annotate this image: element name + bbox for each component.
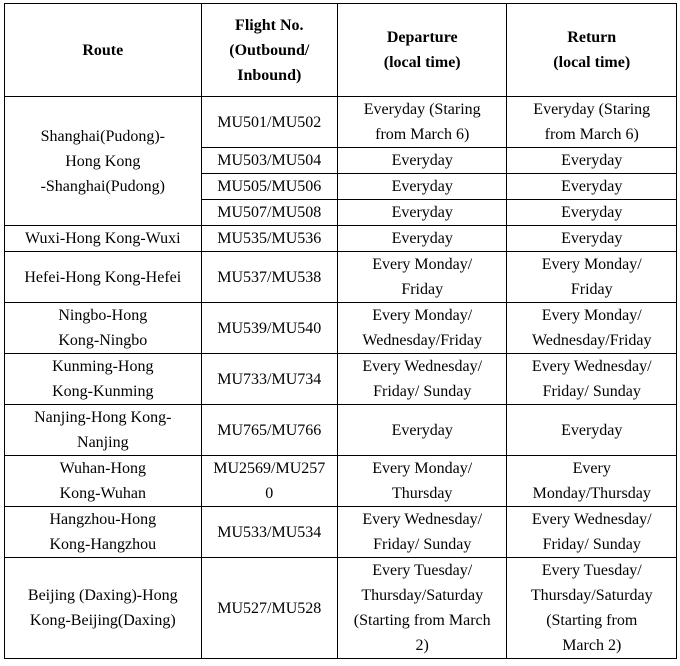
departure-cell: Every Monday/ Friday (337, 252, 507, 303)
route-cell: Nanjing-Hong Kong- Nanjing (5, 405, 202, 456)
departure-cell: Everyday (337, 200, 507, 226)
return-cell: Everyday (Staring from March 6) (507, 97, 677, 148)
route-cell: Hefei-Hong Kong-Hefei (5, 252, 202, 303)
return-cell: Every Tuesday/ Thursday/Saturday (Starting from March 2) (507, 558, 677, 659)
flight-no-header: Flight No. (Outbound/ Inbound) (201, 4, 337, 97)
flight-cell: MU533/MU534 (201, 507, 337, 558)
flight-schedule-table (4, 3, 677, 659)
table-row (5, 252, 677, 303)
departure-cell: Everyday (Staring from March 6) (337, 97, 507, 148)
return-header: Return (local time) (507, 4, 677, 97)
flight-cell: MU765/MU766 (201, 405, 337, 456)
route-cell: Wuhan-Hong Kong-Wuhan (5, 456, 202, 507)
table-row (5, 303, 677, 354)
flight-cell: MU507/MU508 (201, 200, 337, 226)
departure-cell: Every Wednesday/ Friday/ Sunday (337, 507, 507, 558)
departure-cell: Everyday (337, 148, 507, 174)
table-row (5, 507, 677, 558)
route-cell: Ningbo-Hong Kong-Ningbo (5, 303, 202, 354)
departure-cell: Every Monday/ Thursday (337, 456, 507, 507)
table-row (5, 456, 677, 507)
route-cell: Kunming-Hong Kong-Kunming (5, 354, 202, 405)
flight-cell: MU527/MU528 (201, 558, 337, 659)
flight-cell: MU733/MU734 (201, 354, 337, 405)
return-cell: Every Monday/Thursday (507, 456, 677, 507)
table-row (5, 226, 677, 252)
table-row (5, 558, 677, 659)
departure-cell: Everyday (337, 174, 507, 200)
route-header: Route (5, 4, 202, 97)
table-row (5, 354, 677, 405)
departure-cell: Everyday (337, 226, 507, 252)
departure-header: Departure (local time) (337, 4, 507, 97)
route-cell: Wuxi-Hong Kong-Wuxi (5, 226, 202, 252)
return-cell: Every Monday/ Friday (507, 252, 677, 303)
return-cell: Everyday (507, 405, 677, 456)
return-cell: Every Wednesday/ Friday/ Sunday (507, 507, 677, 558)
flight-cell: MU503/MU504 (201, 148, 337, 174)
route-cell: Beijing (Daxing)-Hong Kong-Beijing(Daxing) (5, 558, 202, 659)
return-cell: Every Monday/ Wednesday/Friday (507, 303, 677, 354)
flight-cell: MU537/MU538 (201, 252, 337, 303)
return-cell: Everyday (507, 200, 677, 226)
flight-cell: MU2569/MU257 0 (201, 456, 337, 507)
table-row (5, 405, 677, 456)
flight-cell: MU535/MU536 (201, 226, 337, 252)
return-cell: Every Wednesday/ Friday/ Sunday (507, 354, 677, 405)
route-cell: Hangzhou-Hong Kong-Hangzhou (5, 507, 202, 558)
departure-cell: Every Tuesday/ Thursday/Saturday (Starting from March 2) (337, 558, 507, 659)
departure-cell: Every Monday/ Wednesday/Friday (337, 303, 507, 354)
header-row (5, 4, 677, 97)
departure-cell: Every Wednesday/ Friday/ Sunday (337, 354, 507, 405)
flight-cell: MU539/MU540 (201, 303, 337, 354)
return-cell: Everyday (507, 148, 677, 174)
departure-cell: Everyday (337, 405, 507, 456)
flight-cell: MU505/MU506 (201, 174, 337, 200)
flight-cell: MU501/MU502 (201, 97, 337, 148)
return-cell: Everyday (507, 174, 677, 200)
table-row (5, 97, 677, 148)
return-cell: Everyday (507, 226, 677, 252)
route-cell: Shanghai(Pudong)- Hong Kong -Shanghai(Pudong) (5, 97, 202, 226)
